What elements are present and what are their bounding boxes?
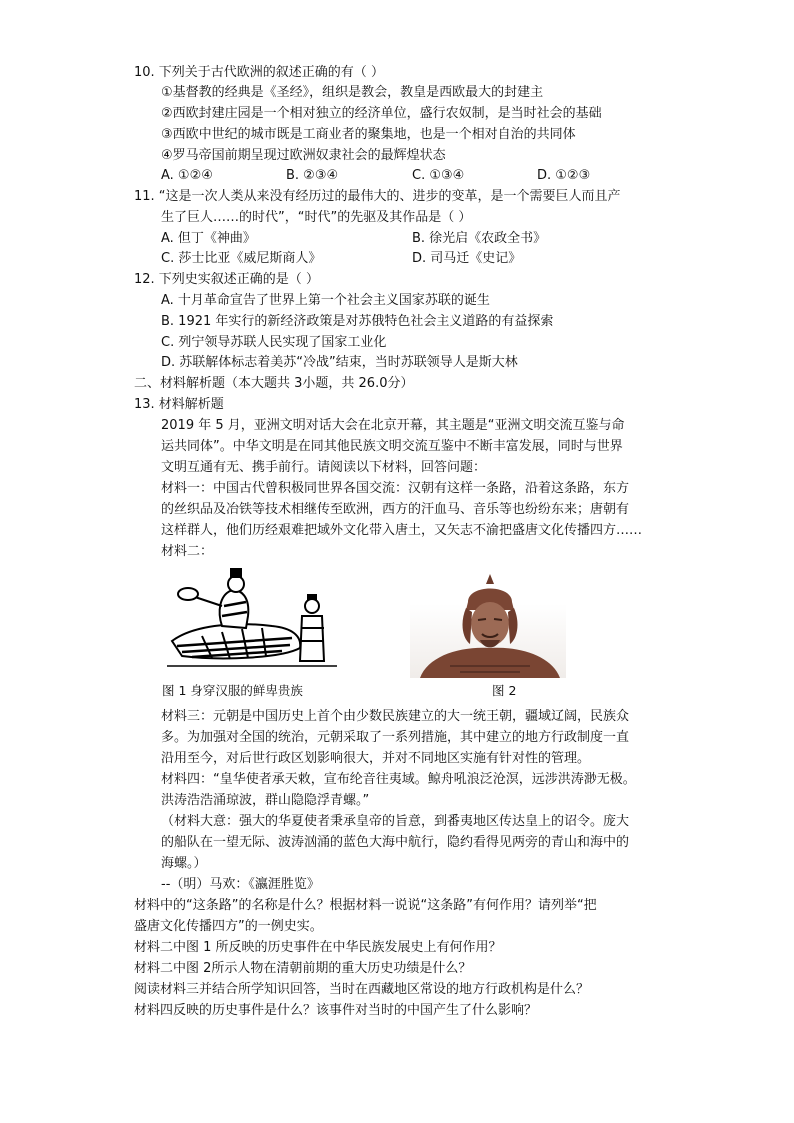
figure2-image [410,572,566,678]
q10-stem: 10. 下列关于古代欧洲的叙述正确的有（ ） [134,65,384,80]
subquestion-2: 材料二中图 1 所反映的历史事件在中华民族发展史上有何作用？ [134,940,502,955]
q12-option-c: C. 列宁领导苏联人民实现了国家工业化 [161,335,387,350]
material4-line1: 材料四：“皇华使者承天敕，宣布纶音往夷域。鲸舟吼浪泛沧溟，远涉洪涛渺无极。 [161,772,636,787]
material4-line5: 海螺。） [161,856,207,871]
subquestion-3: 材料二中图 2所示人物在清朝前期的重大历史功绩是什么？ [134,961,472,976]
material3-line3: 沿用至今，对后世行政区划影响很大，并对不同地区实施有针对性的管理。 [161,751,591,766]
q10-option-b: B. ②③④ [286,168,339,183]
subquestion-4: 阅读材料三并结合所学知识回答，当时在西藏地区常设的地方行政机构是什么？ [134,982,590,997]
q11-option-c: C. 莎士比亚《威尼斯商人》 [161,251,322,266]
q10-option-d: D. ①②③ [537,168,591,183]
section-heading: 二、材料解析题（本大题共 3小题，共 26.0分） [134,376,414,391]
material3-line2: 多。为加强对全国的统治，元朝采取了一系列措施，其中建立的地方行政制度一直 [161,730,630,745]
material2-label: 材料二： [161,544,214,559]
q13-intro-line3: 文明互通有无、携手前行。请阅读以下材料，回答问题： [161,460,487,475]
figure1-image [162,566,342,676]
q12-stem: 12. 下列史实叙述正确的是（ ） [134,272,319,287]
q11-option-d: D. 司马迁《史记》 [412,251,522,266]
q10-option-a: A. ①②④ [161,168,213,183]
q12-option-d: D. 苏联解体标志着美苏“冷战”结束，当时苏联领导人是斯大林 [161,355,518,370]
q13-intro-line1: 2019 年 5 月，亚洲文明对话大会在北京开幕，其主题是“亚洲文明交流互鉴与命 [161,418,625,433]
q13-intro-line2: 运共同体”。中华文明是在同其他民族文明交流互鉴中不断丰富发展，同时与世界 [161,439,623,454]
material4-line3: （材料大意：强大的华夏使者秉承皇帝的旨意，到番夷地区传达皇上的诏令。庞大 [161,814,630,829]
q13-title: 13. 材料解析题 [134,397,224,412]
q10-item-4: ④罗马帝国前期呈现过欧洲奴隶社会的最辉煌状态 [161,148,446,163]
material4-line4: 的船队在一望无际、波涛汹涌的蓝色大海中航行，隐约看得见两旁的青山和海中的 [161,835,630,850]
material1-line3: 这样群人，他们历经艰难把域外文化带入唐土，又矢志不渝把盛唐文化传播四方…… [161,523,643,538]
material3-line1: 材料三：元朝是中国历史上首个由少数民族建立的大一统王朝，疆域辽阔，民族众 [161,709,630,724]
material4-line2: 洪涛浩浩涌琼波，群山隐隐浮青螺。” [161,793,370,808]
subquestion-5: 材料四反映的历史事件是什么？该事件对当时的中国产生了什么影响？ [134,1003,538,1018]
material1-line1: 材料一：中国古代曾积极同世界各国交流：汉朝有这样一条路，沿着这条路，东方 [161,481,630,496]
q10-item-2: ②西欧封建庄园是一个相对独立的经济单位，盛行农奴制，是当时社会的基础 [161,106,602,121]
q11-option-a: A. 但丁《神曲》 [161,231,256,246]
material1-line2: 的丝织品及冶铁等技术相继传至欧洲，西方的汗血马、音乐等也纷纷东来；唐朝有 [161,502,630,517]
figure1-caption: 图 1 身穿汉服的鲜卑贵族 [162,683,303,698]
figure2-caption: 图 2 [492,683,517,698]
q10-item-1: ①基督教的经典是《圣经》，组织是教会，教皇是西欧最大的封建主 [161,85,544,100]
q10-item-3: ③西欧中世纪的城市既是工商业者的聚集地，也是一个相对自治的共同体 [161,127,576,142]
q11-stem-line1: 11. “这是一次人类从来没有经历过的最伟大的、进步的变革，是一个需要巨人而且产 [134,189,621,204]
subquestion-1-line2: 盛唐文化传播四方”的一例史实。 [134,919,323,934]
material4-source: --（明）马欢：《瀛涯胜览》 [161,877,320,892]
q11-option-b: B. 徐光启《农政全书》 [412,231,547,246]
q10-option-c: C. ①③④ [412,168,465,183]
subquestion-1-line1: 材料中的“这条路”的名称是什么？根据材料一说说“这条路”有何作用？请列举“把 [134,898,597,913]
q12-option-b: B. 1921 年实行的新经济政策是对苏俄特色社会主义道路的有益探索 [161,314,554,329]
q11-stem-line2: 生了巨人……的时代”，“时代”的先驱及其作品是（ ） [161,210,472,225]
q12-option-a: A. 十月革命宣告了世界上第一个社会主义国家苏联的诞生 [161,293,490,308]
